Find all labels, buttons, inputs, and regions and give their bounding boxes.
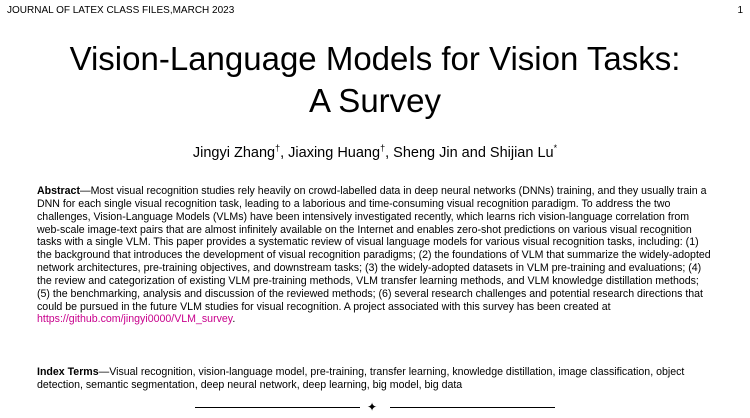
author-mark: *: [553, 143, 558, 153]
abstract-end: .: [232, 313, 236, 326]
author-separator: ,: [385, 144, 394, 161]
author-separator: ,: [280, 144, 289, 161]
diamond-icon: ✦: [367, 400, 378, 414]
index-terms-label: Index Terms: [37, 366, 99, 378]
running-header: [7, 5, 743, 19]
author-name: Shijian Lu: [489, 144, 554, 161]
author-name: Jiaxing Huang: [288, 144, 381, 161]
author-mark: †: [380, 143, 386, 153]
author-name: Sheng Jin: [393, 144, 458, 161]
author-mark: †: [275, 143, 281, 153]
index-terms-paragraph: [37, 366, 713, 392]
divider-line-left: [195, 407, 360, 408]
index-terms-text: —Visual recognition, vision-language model, pre-training, transfer learning, knowledge distillation, image classification, object detection, semantic segmentation, deep neural network, deep learning, big model, big data: [37, 366, 685, 391]
author-name: Jingyi Zhang: [192, 144, 276, 161]
page-number: 1: [737, 5, 743, 16]
abstract-label: Abstract: [37, 185, 80, 197]
title-line-2: A Survey: [308, 82, 442, 119]
author-separator: and: [457, 144, 490, 161]
journal-name: JOURNAL OF LATEX CLASS FILES,MARCH 2023: [7, 5, 235, 16]
paper-title: [0, 38, 750, 122]
author-list: [0, 143, 750, 161]
project-link[interactable]: https://github.com/jingyi0000/VLM_survey: [37, 313, 233, 326]
section-divider: [195, 400, 555, 414]
title-line-1: Vision-Language Models for Vision Tasks:: [69, 40, 681, 77]
divider-line-right: [390, 407, 555, 408]
abstract-paragraph: [37, 185, 713, 326]
abstract-text: —Most visual recognition studies rely heavily on crowd-labelled data in deep neural networks (DNNs) training, and they usually train a DNN for each single visual recognition task, leading to a laborious and time-consuming visual recognition paradigm. To address the two challenges, Vision-Language Models (VLMs) have been intensively investigated recently, which learns rich vision-language correlation from web-scale image-text pairs that are almost infinitely available on the Internet and enables zero-shot predictions on various visual recognition tasks with a single VLM. This paper provides a systematic review of visual language models for various visual recognition tasks, including: (1) the background that introduces the development of visual recognition paradigms; (2) the foundations of VLM that summarize the widely-adopted network architectures, pre-training objectives, and downstream tasks; (3) the widely-adopted datasets in VLM pre-training and evaluations; (4) the review and categorization of existing VLM pre-training methods, VLM transfer learning methods, and VLM knowledge distillation methods; (5) the benchmarking, analysis and discussion of the reviewed methods; (6) several research challenges and potential research directions that could be pursued in the future VLM studies for visual recognition. A project associated with this survey has been created at: [37, 185, 711, 313]
